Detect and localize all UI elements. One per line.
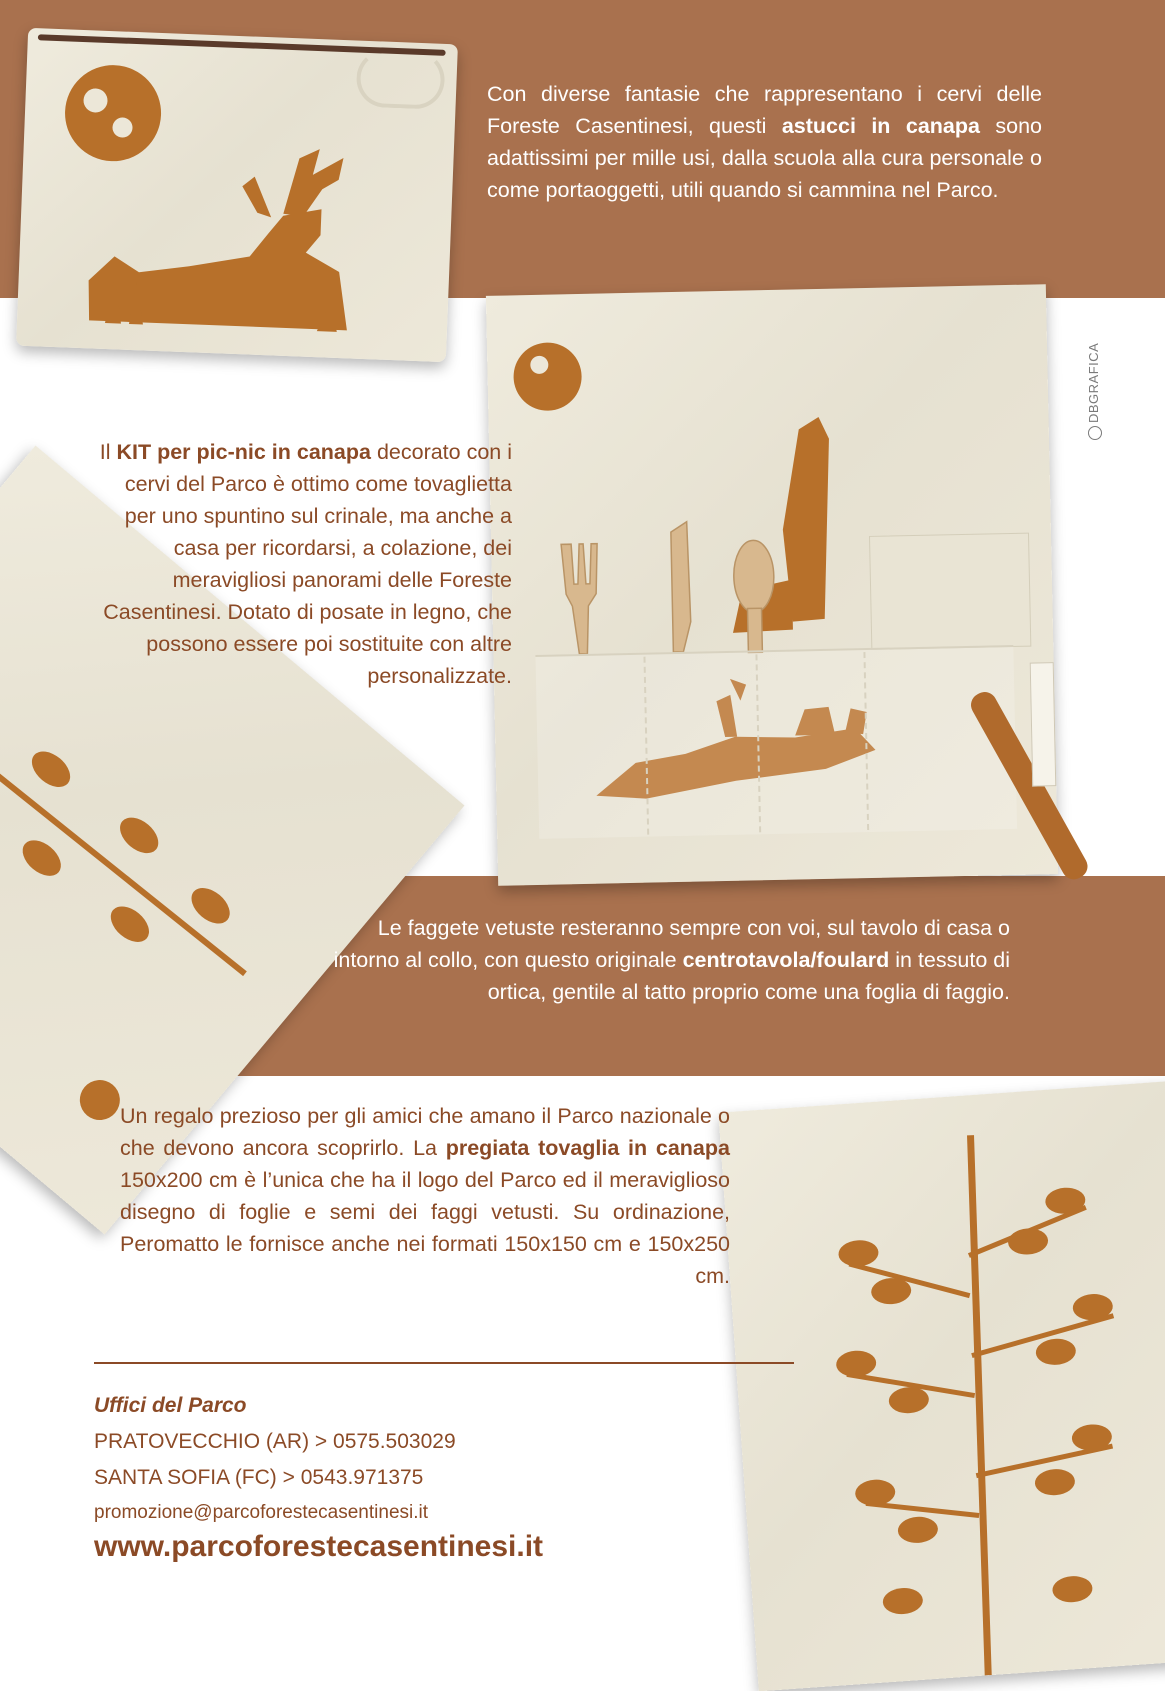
pouch-description-outro: sono adattissimi per mille usi, dalla scuola alla cura personale o come portaoggetti, utili quando si cammina nel Parco.	[487, 114, 1042, 202]
office-pratovecchio: PRATOVECCHIO (AR) > 0575.503029	[94, 1430, 456, 1453]
pouch-description	[487, 78, 1042, 206]
office-santa-sofia: SANTA SOFIA (FC) > 0543.971375	[94, 1466, 424, 1489]
pouch-description-intro: Con diverse fantasie che rappresentano i cervi delle Foreste Casentinesi, questi	[487, 82, 1042, 138]
foulard-description	[320, 912, 1010, 1008]
website-link[interactable]: www.parcoforestecasentinesi.it	[94, 1530, 544, 1563]
beech-print-graphic	[718, 1081, 1165, 1691]
foulard-description-intro: Le faggete vetuste resteranno sempre con voi, sul tavolo di casa o intorno al collo, con questo originale	[333, 916, 1010, 972]
foulard-product-name: centrotavola/foulard	[682, 948, 890, 972]
kit-description-outro: decorato con i cervi del Parco è ottimo come tovaglietta per uno spuntino sul crinale, ma anche a casa per ricordarsi, a colazione, dei meravigliosi panorami delle Foreste Casentinesi. Dotato di posate in legno, che possono essere poi sostituite con altre personalizzate.	[103, 440, 512, 688]
designer-credit	[1086, 343, 1102, 440]
tablecloth-description-outro: 150x200 cm è l’unica che ha il logo del Parco ed il meraviglioso disegno di foglie e semi dei faggi vetusti. Su ordinazione, Peromatto le fornisce anche nei formati 150x150 cm e 150x250 cm.	[120, 1168, 730, 1288]
fork-icon	[561, 544, 599, 655]
kit-product-name: KIT per pic-nic in canapa	[116, 440, 371, 464]
brand-label-tag	[1030, 662, 1057, 786]
antlers	[241, 146, 344, 220]
kit-description-intro: Il	[99, 440, 117, 464]
park-logo-print	[63, 63, 163, 163]
cutlery-pocket	[535, 645, 1017, 839]
pouch-product-name: astucci in canapa	[781, 114, 980, 138]
deer-silhouette	[87, 200, 351, 330]
deer-print-graphic	[16, 28, 458, 362]
knife-icon	[671, 522, 692, 652]
foulard-description-outro: in tessuto di ortica, gentile al tatto proprio come una foglia di faggio.	[487, 948, 1010, 1004]
tablecloth-description-intro: Un regalo prezioso per gli amici che amano il Parco nazionale o che devono ancora scoprirlo. La	[120, 1104, 730, 1160]
tablecloth-photo	[718, 1081, 1165, 1691]
tablecloth-product-name: pregiata tovaglia in canapa	[445, 1136, 730, 1160]
spoon-icon	[733, 540, 774, 613]
contacts-divider	[94, 1362, 794, 1364]
designer-logo-icon	[1088, 426, 1102, 440]
kit-description	[90, 436, 512, 692]
hemp-pouch-photo	[16, 28, 458, 362]
tablecloth-description	[120, 1100, 730, 1292]
designer-credit-text: DBGRAFICA	[1086, 342, 1101, 423]
picnic-kit-photo	[486, 284, 1058, 886]
contacts-title: Uffici del Parco	[94, 1394, 247, 1417]
contact-email-link[interactable]: promozione@parcoforestecasentinesi.it	[94, 1502, 429, 1523]
